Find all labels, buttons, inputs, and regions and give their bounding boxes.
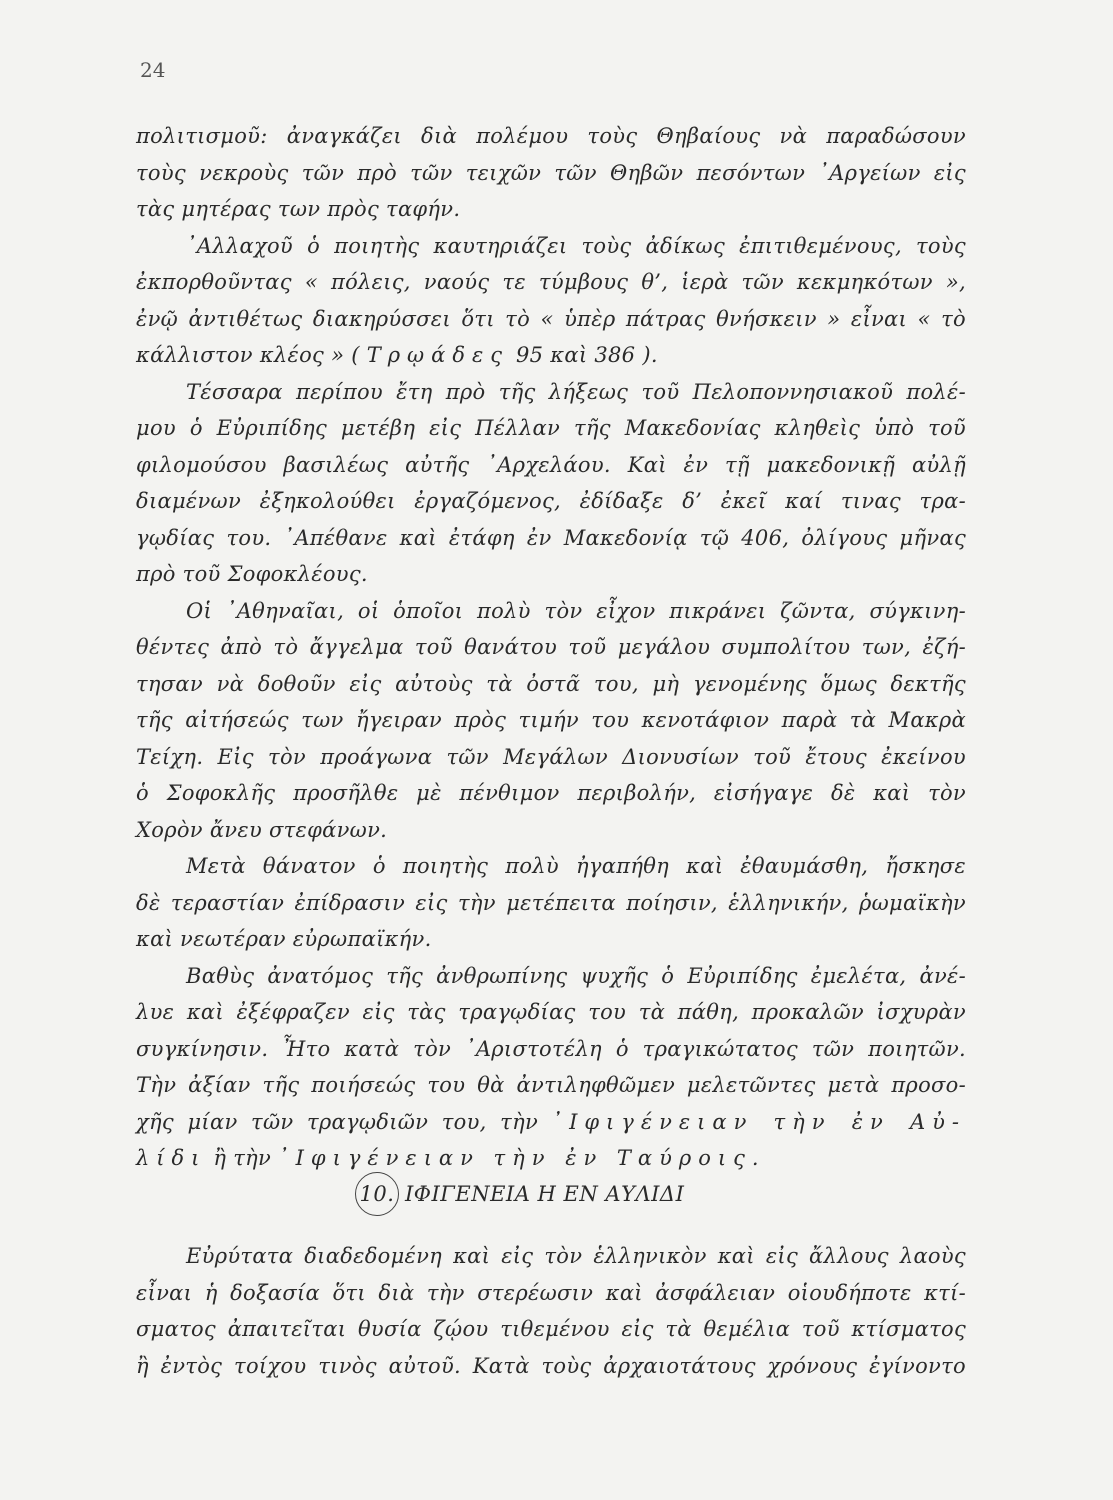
text-line [136,1104,966,1141]
text-line: Τέσσαρα περίπου ἔτη πρὸ τῆς λήξεως τοῦ Πελοποννησιακοῦ πολέ- [186,379,966,404]
page-number: 24 [140,58,166,82]
text-line: ἐκπορθοῦντας « πόλεις, ναούς τε τύμβους θ’, ἱερὰ τῶν κεκμηκότων », [136,270,966,294]
text-line: ὁ Σοφοκλῆς προσῆλθε μὲ πένθιμον περιβολήν, εἰσήγαγε δὲ καὶ τὸν [136,781,966,805]
text-fragment: χῆς μίαν τῶν τραγῳδιῶν του, τὴν [136,1109,552,1134]
text-line: Τείχη. Εἰς τὸν προάγωνα τῶν Μεγάλων Διονυσίων τοῦ ἔτους ἐκείνου [136,744,966,769]
spaced-title: ᾿Ιφιγένειαν τὴν ἐν Ταύροις. [278,1146,766,1170]
text-line: Μετὰ θάνατον ὁ ποιητὴς πολὺ ἠγαπήθη καὶ ἐθαυμάσθη, ἤσκησε [186,854,966,878]
text-line: δὲ τεραστίαν ἐπίδρασιν εἰς τὴν μετέπειτα ποίησιν, ἑλληνικήν, ῥωμαϊκὴν [136,890,966,915]
spaced-title: ᾿Ιφιγένειαν τὴν ἐν Αὐ- [551,1109,967,1134]
spaced-title: λίδι [136,1146,207,1170]
text-line: Τὴν ἀξίαν τῆς ποιήσεώς του θὰ ἀντιληφθῶμεν μελετῶντες μετὰ προσο- [136,1073,966,1097]
text-fragment: ἢ τὴν [206,1146,279,1170]
text-line: πολιτισμοῦ: ἀναγκάζει διὰ πολέμου τοὺς Θηβαίους νὰ παραδώσουν [136,124,966,148]
text-line: γῳδίας του. ᾿Απέθανε καὶ ἐτάφη ἐν Μακεδονίᾳ τῷ 406, ὀλίγους μῆνας [136,525,966,550]
text-fragment: κάλλιστον κλέος » ( [136,343,360,367]
text-line: πρὸ τοῦ Σοφοκλέους. [136,562,368,586]
text-line: θέντες ἀπὸ τὸ ἄγγελμα τοῦ θανάτου τοῦ μεγάλου συμπολίτου των, ἐζή- [136,635,966,659]
text-line: τησαν νὰ δοθοῦν εἰς αὐτοὺς τὰ ὀστᾶ του, μὴ γενομένης ὅμως δεκτῆς [136,671,966,696]
text-line: ἐνῷ ἀντιθέτως διακηρύσσει ὅτι τὸ « ὑπὲρ πάτρας θνήσκειν » εἶναι « τὸ [136,306,966,331]
text-line [136,337,966,374]
spaced-title: Τρῳάδες [366,343,510,367]
text-line: σματος ἀπαιτεῖται θυσία ζῴου τιθεμένου εἰς τὰ θεμέλια τοῦ κτίσματος [136,1317,966,1341]
section-heading [355,1172,684,1216]
text-line: τὰς μητέρας των πρὸς ταφήν. [136,197,461,221]
text-line: τοὺς νεκροὺς τῶν πρὸ τῶν τειχῶν τῶν Θηβῶν πεσόντων ᾿Αργείων εἰς [136,160,966,185]
text-line: ᾿Αλλαχοῦ ὁ ποιητὴς καυτηριάζει τοὺς ἀδίκως ἐπιτιθεμένους, τοὺς [186,233,966,258]
text-line: Βαθὺς ἀνατόμος τῆς ἀνθρωπίνης ψυχῆς ὁ Εὐριπίδης ἐμελέτα, ἀνέ- [186,963,966,988]
text-line: λυε καὶ ἐξέφραζεν εἰς τὰς τραγῳδίας του τὰ πάθη, προκαλῶν ἰσχυρὰν [136,1000,966,1024]
text-line: μου ὁ Εὐριπίδης μετέβη εἰς Πέλλαν τῆς Μακεδονίας κληθεὶς ὑπὸ τοῦ [136,416,966,440]
text-line: διαμένων ἐξηκολούθει ἐργαζόμενος, ἐδίδαξε δ’ ἐκεῖ καί τινας τρα- [136,489,966,513]
text-line: καὶ νεωτέραν εὐρωπαϊκήν. [136,927,432,951]
body-text [136,118,966,1177]
text-fragment: 95 καὶ 386 ). [509,343,658,367]
section-text [136,1238,966,1384]
section-title: ΙΦΙΓΕΝΕΙΑ Η ΕΝ ΑΥΛΙΔΙ [405,1182,685,1206]
text-line: Χορὸν ἄνευ στεφάνων. [136,817,388,842]
text-line: συγκίνησιν. Ἦτο κατὰ τὸν ᾿Αριστοτέλη ὁ τραγικώτατος τῶν ποιητῶν. [136,1036,966,1061]
text-line: τῆς αἰτήσεώς των ἤγειραν πρὸς τιμήν του κενοτάφιον παρὰ τὰ Μακρὰ [136,708,966,732]
text-line: Εὐρύτατα διαδεδομένη καὶ εἰς τὸν ἑλληνικὸν καὶ εἰς ἄλλους λαοὺς [186,1244,966,1268]
text-line: φιλομούσου βασιλέως αὐτῆς ᾿Αρχελάου. Καὶ ἐν τῇ μακεδονικῇ αὐλῇ [136,452,966,477]
text-line: Οἱ ᾿Αθηναῖαι, οἱ ὁποῖοι πολὺ τὸν εἶχον πικράνει ζῶντα, σύγκινη- [186,598,966,623]
text-line: εἶναι ἡ δοξασία ὅτι διὰ τὴν στερέωσιν καὶ ἀσφάλειαν οἱουδήποτε κτί- [136,1280,966,1305]
section-number: 10. [355,1172,399,1216]
text-line: ἢ ἐντὸς τοίχου τινὸς αὐτοῦ. Κατὰ τοὺς ἀρχαιοτάτους χρόνους ἐγίνοντο [136,1353,966,1378]
